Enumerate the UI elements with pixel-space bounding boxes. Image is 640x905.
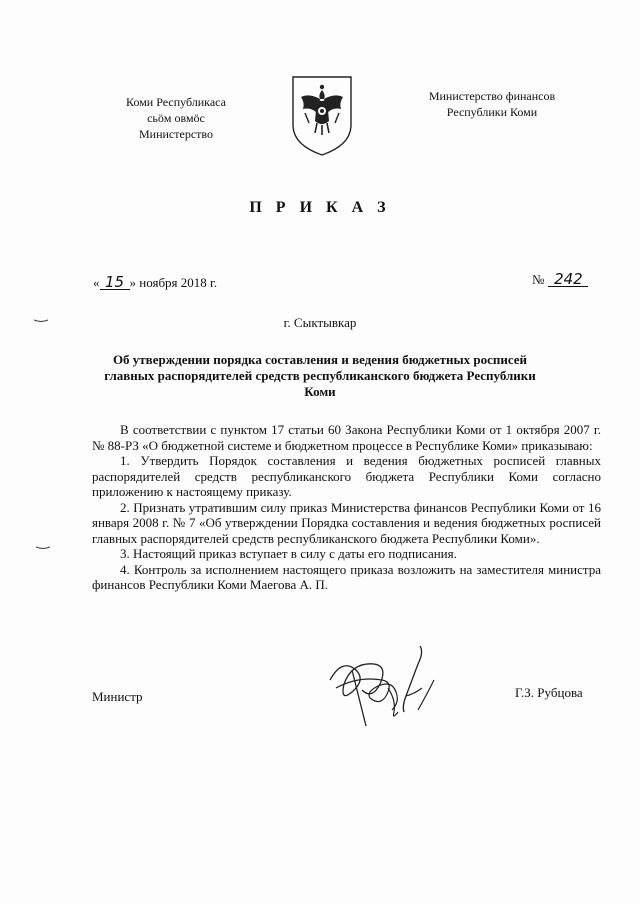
order-date [93, 275, 217, 291]
signatory-name: Г.З. Рубцова [515, 685, 583, 700]
number-value: 242 [548, 272, 588, 287]
body-paragraph: 3. Настоящий приказ вступает в силу с даты его подписания. [120, 546, 457, 561]
number-prefix: № [532, 272, 545, 287]
punch-hole-mark [34, 319, 48, 323]
header-left-ministry-komi [106, 94, 246, 142]
document-title: П Р И К А З [249, 199, 391, 216]
body-paragraph: 4. Контроль за исполнением настоящего приказа возложить на заместителя министра финансов Республики Коми Маегова А. П. [92, 561, 601, 592]
date-open-quote: « [93, 275, 100, 290]
header-left-line: Министерство [139, 127, 213, 141]
order-number [532, 272, 588, 288]
header-right-ministry-finance [412, 88, 572, 120]
body-paragraph: 2. Признать утратившим силу приказ Министерства финансов Республики Коми от 16 января 2008 г. № 7 «Об утверждении Порядка составления и ведения бюджетных росписей главных распорядителей средств республиканского бюджета Республики Коми». [92, 499, 601, 546]
body-paragraph: 1. Утвердить Порядок составления и ведения бюджетных росписей главных распорядителей средств республиканского бюджета Республики Коми согласно приложению к настоящему приказу. [92, 453, 601, 499]
city-line: г. Сыктывкар [283, 315, 357, 330]
header-left-line: сьӧм овмӧс [147, 111, 205, 125]
date-month-year: » ноября 2018 г. [129, 275, 218, 290]
order-body [92, 422, 601, 593]
body-paragraph: В соответствии с пунктом 17 статьи 60 Закона Республики Коми от 1 октября 2007 г. № 88-РЗ «О бюджетной системе и бюджетном процессе в Республике Коми» приказываю: [92, 422, 601, 453]
komi-coat-of-arms-icon [289, 73, 355, 157]
handwritten-signature [322, 640, 442, 732]
signatory-position: Министр [92, 689, 143, 704]
header-right-line: Республики Коми [446, 105, 538, 119]
punch-hole-mark [36, 546, 50, 550]
header-left-line: Коми Республикаса [126, 95, 226, 109]
date-day: 15 [100, 275, 130, 290]
order-subject: Об утверждении порядка составления и ведения бюджетных росписей главных распорядителей средств республиканского бюджета Республики Коми [104, 352, 536, 399]
header-right-line: Министерство финансов [428, 89, 556, 103]
